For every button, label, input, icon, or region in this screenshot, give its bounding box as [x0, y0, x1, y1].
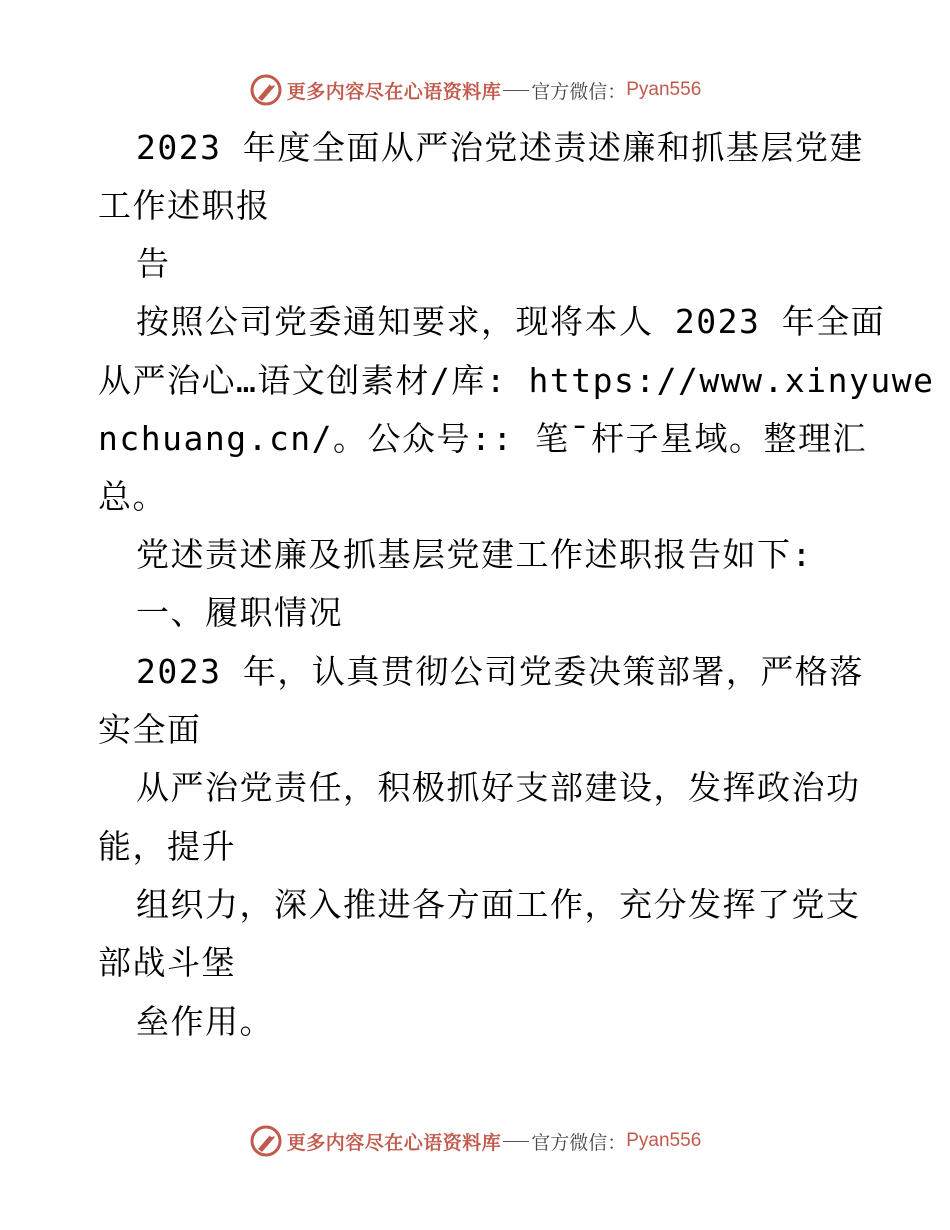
paragraph-line: 总。: [98, 477, 167, 516]
paragraph-line: 从严治心…语文创素材/库: https://www.xinyuwe: [98, 361, 935, 400]
pen-logo-icon: [249, 73, 283, 107]
title-line-1: 2023 年度全面从严治党述责述廉和抓基层党建: [136, 128, 864, 167]
title-line-3: 告: [136, 244, 171, 283]
paragraph-line: 按照公司党委通知要求，现将本人 2023 年全面: [136, 302, 886, 341]
banner-divider: [503, 90, 529, 91]
paragraph-line: 2023 年，认真贯彻公司党委决策部署，严格落: [136, 652, 864, 691]
banner-divider: [503, 1141, 529, 1142]
paragraph-line: 组织力，深入推进各方面工作，充分发挥了党支: [136, 885, 861, 924]
paragraph-line: 党述责述廉及抓基层党建工作述职报告如下:: [136, 535, 813, 574]
banner-slogan: 更多内容尽在心语资料库: [286, 80, 502, 103]
banner-slogan: 更多内容尽在心语资料库: [286, 1131, 502, 1154]
section-heading: 一、履职情况: [136, 593, 343, 632]
header-banner: [0, 70, 950, 110]
pen-logo-icon: [249, 1124, 283, 1158]
paragraph-line: 能，提升: [98, 827, 236, 866]
paragraph-line: 垒作用。: [136, 1002, 274, 1041]
paragraph-line: 部战斗堡: [98, 943, 236, 982]
paragraph-line: 从严治党责任，积极抓好支部建设，发挥政治功: [136, 768, 861, 807]
footer-banner: [0, 1121, 950, 1161]
title-line-2: 工作述职报: [98, 186, 271, 225]
banner-official-label: 官方微信：: [531, 1131, 627, 1154]
banner-wechat-id: Pyan556: [626, 79, 702, 100]
banner-wechat-id: Pyan556: [626, 1130, 702, 1151]
paragraph-line: 实全面: [98, 710, 202, 749]
paragraph-line: nchuang.cn/。公众号:: 笔¯杆子星域。整理汇: [98, 419, 868, 458]
banner-official-label: 官方微信：: [531, 80, 627, 103]
